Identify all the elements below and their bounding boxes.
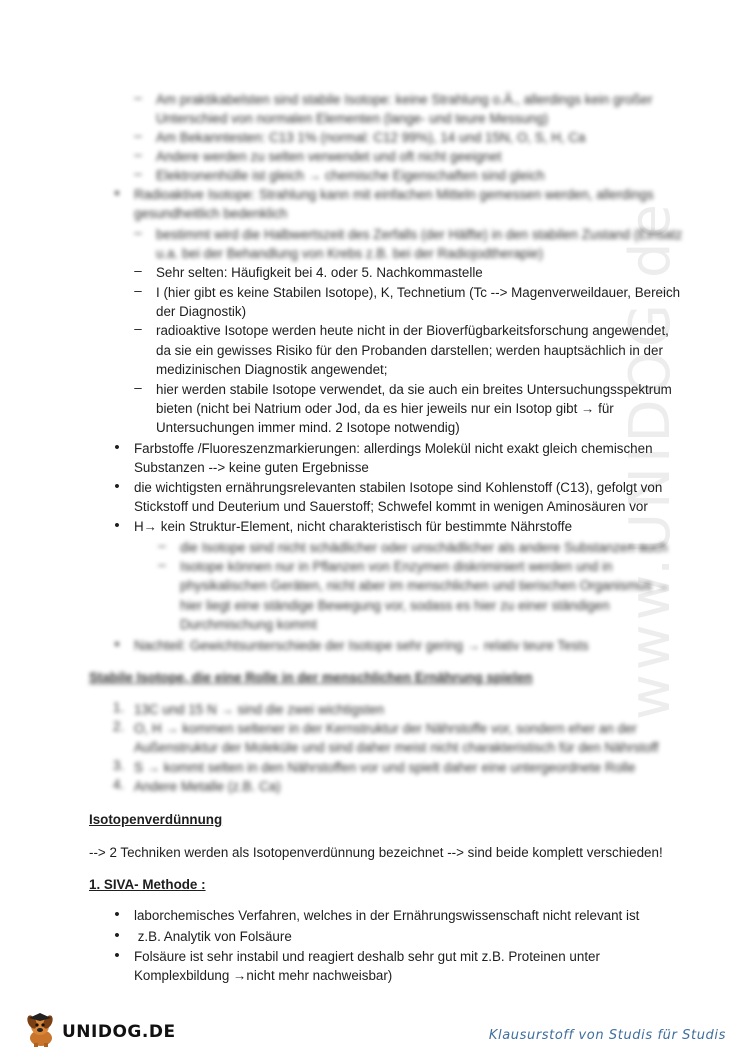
watermark: www.UNIDOG.de <box>618 200 683 720</box>
bullet-marker: • <box>114 636 120 653</box>
blurred-line: hier liegt eine ständige Bewegung vor, sodass es hier zu einer ständigen <box>180 598 610 613</box>
bullet-marker: • <box>114 439 120 456</box>
list-item: laborchemisches Verfahren, welches in der Ernährungswissenschaft nicht relevant ist <box>134 908 640 923</box>
list-item: Folsäure ist sehr instabil und reagiert deshalb sehr gut mit z.B. Proteinen unter <box>134 949 600 964</box>
section-intro: --> 2 Techniken werden als Isotopenverdünnung bezeichnet --> sind beide komplett verschieden! <box>89 845 663 860</box>
number-marker: 4. <box>113 777 125 792</box>
blurred-line: physikalischen Geräten, nicht aber im menschlichen und tierischen Organismus → <box>180 578 669 593</box>
dash-marker: – <box>134 166 142 181</box>
dash-marker: – <box>134 321 142 336</box>
list-item-continuation: Komplexbildung →nicht mehr nachweisbar) <box>134 968 393 983</box>
list-item: die wichtigsten ernährungsrelevanten stabilen Isotope sind Kohlenstoff (C13), gefolgt von <box>134 480 663 495</box>
blurred-line: Durchmischung kommt <box>180 617 317 632</box>
bullet-marker: • <box>114 947 120 964</box>
list-item: radioaktive Isotope werden heute nicht in der Bioverfügbarkeitsforschung angewendet, <box>156 323 669 338</box>
blurred-line: Am Bekanntesten: C13 1% (normal: C12 99%), 14 und 15N, O, S, H, Ca <box>156 130 586 145</box>
blurred-line: Isotope können nur in Pflanzen von Enzymen diskriminiert werden und in <box>180 559 613 574</box>
list-item: I (hier gibt es keine Stabilen Isotope), K, Technetium (Tc --> Magenverweildauer, Bereich <box>156 285 681 300</box>
bullet-marker: • <box>114 478 120 495</box>
list-item-continuation: da sie ein gewisses Risiko für den Probanden darstellen; werden hauptsächlich in der <box>156 343 663 358</box>
dash-marker: – <box>134 147 142 162</box>
blurred-heading: Stabile Isotope, die eine Rolle in der menschlichen Ernährung spielen <box>89 670 533 685</box>
list-item-continuation: Substanzen --> keine guten Ergebnisse <box>134 460 369 475</box>
dash-marker: – <box>134 263 142 278</box>
list-item-continuation: bieten (nicht bei Natrium oder Jod, da es hier jeweils nur ein Isotop gibt → für <box>156 401 614 416</box>
dash-marker: – <box>134 283 142 298</box>
number-marker: 1. <box>113 700 125 715</box>
section-heading: Isotopenverdünnung <box>89 812 223 827</box>
blurred-line: O, H → kommen seltener in der Kernstruktur der Nährstoffe vor, sondern eher an der <box>134 721 637 736</box>
dash-marker: – <box>158 557 166 572</box>
blurred-line: u.a. bei der Behandlung von Krebs z.B. bei der Radiojodtherapie) <box>156 246 544 261</box>
list-item-continuation: der Diagnostik) <box>156 304 247 319</box>
blurred-line: Außenstruktur der Moleküle und sind daher meist nicht charakteristisch für den Nährstoff <box>134 740 659 755</box>
blurred-line: Nachteil: Gewichtsunterschiede der Isotope sehr gering → relativ teure Tests <box>134 638 589 653</box>
blurred-line: bestimmt wird die Halbwertszeit des Zerfalls (der Hälfte) in den stabilen Zustand (Einsatz <box>156 227 683 242</box>
unidog-logo <box>24 1012 184 1052</box>
dash-marker: – <box>134 128 142 143</box>
list-item: z.B. Analytik von Folsäure <box>134 929 292 944</box>
blurred-line: Am praktikabelsten sind stabile Isotope: keine Strahlung o.Ä., allerdings kein großer <box>156 92 653 107</box>
bullet-marker: • <box>114 927 120 944</box>
blurred-line: Andere Metalle (z.B. Ca) <box>134 779 281 794</box>
blurred-line: Unterschied von normalen Elementen (lange- und teure Messung) <box>156 111 549 126</box>
footer-tagline: Klausurstoff von Studis für Studis <box>488 1028 726 1043</box>
method-heading: 1. SIVA- Methode : <box>89 877 206 892</box>
dash-marker: – <box>134 225 142 240</box>
list-item: Sehr selten: Häufigkeit bei 4. oder 5. Nachkommastelle <box>156 265 483 280</box>
number-marker: 2. <box>113 719 125 734</box>
list-item-continuation: Untersuchungen immer mind. 2 Isotope notwendig) <box>156 420 460 435</box>
list-item: H→ kein Struktur-Element, nicht charakteristisch für bestimmte Nährstoffe <box>134 519 573 534</box>
brand-name: UNIDOG.DE <box>62 1022 176 1042</box>
blurred-line: die Isotope sind nicht schädlicher oder unschädlicher als andere Substanzen auch <box>180 540 668 555</box>
bullet-marker: • <box>114 185 120 202</box>
blurred-line: Andere werden zu selten verwendet und oft nicht geeignet <box>156 149 502 164</box>
list-item-continuation: Stickstoff und Deuterium und Sauerstoff; Schwefel kommt in wenigen Aminosäuren vor <box>134 499 648 514</box>
dash-marker: – <box>134 90 142 105</box>
list-item: hier werden stabile Isotope verwendet, da sie auch ein breites Untersuchungsspektrum <box>156 382 672 397</box>
bullet-marker: • <box>114 517 120 534</box>
blurred-line: gesundheitlich bedenklich <box>134 206 288 221</box>
blurred-line: S → kommt selten in den Nährstoffen vor und spielt daher eine untergeordnete Rolle <box>134 760 636 775</box>
list-item: Farbstoffe /Fluoreszenzmarkierungen: allerdings Molekül nicht exakt gleich chemischen <box>134 441 653 456</box>
dash-marker: – <box>134 380 142 395</box>
dash-marker: – <box>158 538 166 553</box>
number-marker: 3. <box>113 758 125 773</box>
bullet-marker: • <box>114 906 120 923</box>
list-item-continuation: medizinischen Diagnostik angewendet; <box>156 362 388 377</box>
dog-mascot-icon <box>24 1012 58 1048</box>
blurred-line: Radioaktive Isotope: Strahlung kann mit einfachen Mitteln gemessen werden, allerdings <box>134 187 654 202</box>
blurred-line: 13C und 15 N → sind die zwei wichtigsten <box>134 702 385 717</box>
blurred-line: Elektronenhülle ist gleich → chemische Eigenschaften sind gleich <box>156 168 545 183</box>
